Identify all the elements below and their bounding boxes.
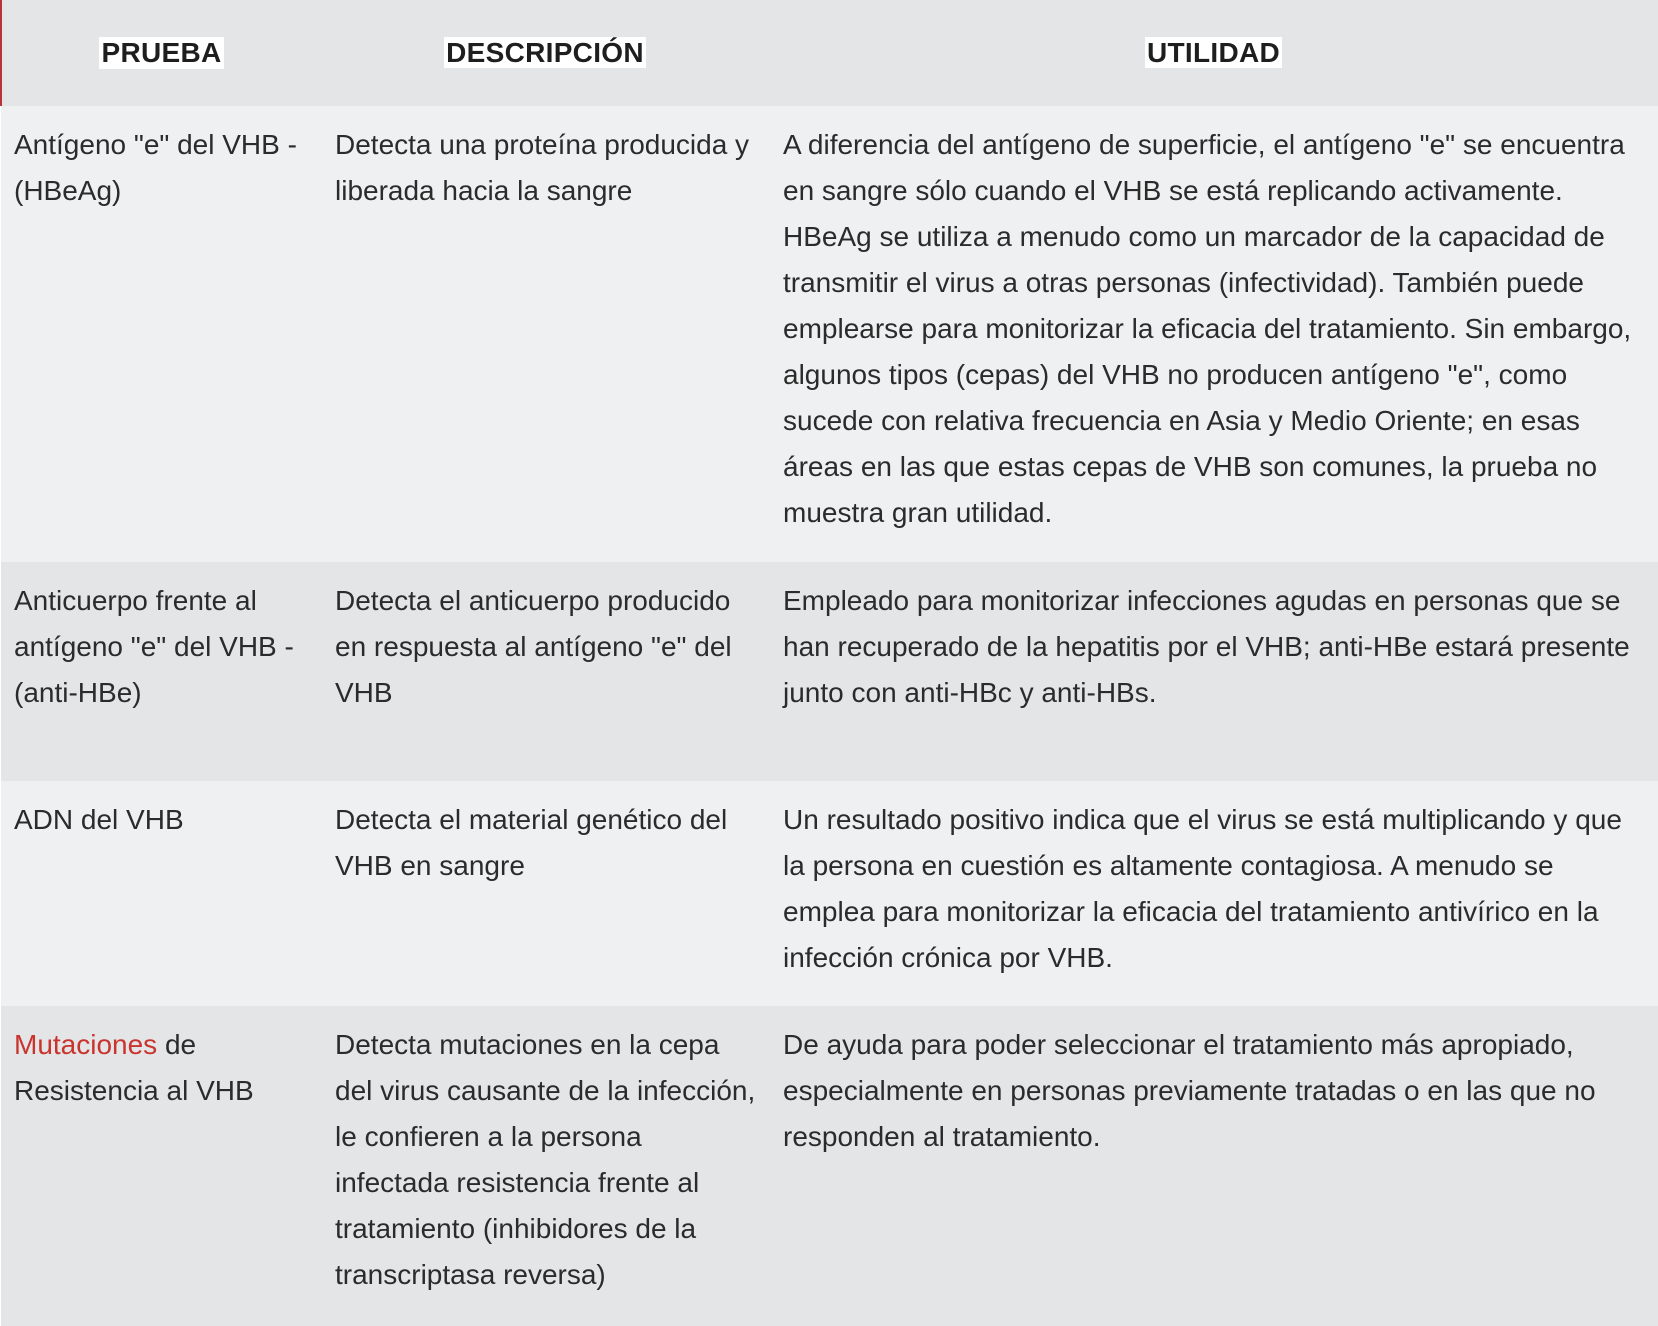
table-row (1, 106, 1658, 562)
header-utility (769, 0, 1658, 106)
cell-utility: De ayuda para poder seleccionar el tratamiento más apropiado, especialmente en personas previamente tratadas o en las que no responden al tratamiento. (783, 1029, 1596, 1152)
cell-test (1, 1006, 321, 1326)
cell-description: Detecta una proteína producida y liberada hacia la sangre (335, 129, 750, 206)
table-row (1, 1006, 1658, 1326)
table-header (1, 0, 1658, 106)
cell-description: Detecta el anticuerpo producido en respuesta al antígeno "e" del VHB (335, 585, 732, 708)
cell-description: Detecta el material genético del VHB en sangre (335, 804, 728, 881)
header-test (1, 0, 321, 106)
header-row (1, 0, 1658, 106)
header-utility-label: UTILIDAD (1146, 37, 1281, 68)
table-row (1, 562, 1658, 781)
cell-utility: Empleado para monitorizar infecciones agudas en personas que se han recuperado de la hepatitis por el VHB; anti-HBe estará presente junto con anti-HBc y anti-HBs. (783, 585, 1630, 708)
cell-utility: A diferencia del antígeno de superficie, el antígeno "e" se encuentra en sangre sólo cuando el VHB se está replicando activamente. HBeAg se utiliza a menudo como un marcador de la capacidad de transmitir el virus a otras personas (infectividad). También puede emplearse para monitorizar la eficacia del tratamiento. Sin embargo, algunos tipos (cepas) del VHB no producen antígeno "e", como sucede con relativa frecuencia en Asia y Medio Oriente; en esas áreas en las que estas cepas de VHB son comunes, la prueba no muestra gran utilidad. (783, 129, 1632, 528)
table-body (1, 106, 1658, 1326)
header-description-label: DESCRIPCIÓN (446, 37, 644, 68)
cell-test-text: de Resistencia al VHB (14, 1029, 254, 1106)
mutaciones-link[interactable]: Mutaciones (14, 1029, 158, 1060)
header-description (321, 0, 769, 106)
cell-description: Detecta mutaciones en la cepa del virus causante de la infección, le confieren a la persona infectada resistencia frente al tratamiento (inhibidores de la transcriptasa reversa) (335, 1029, 756, 1290)
cell-utility: Un resultado positivo indica que el virus se está multiplicando y que la persona en cuestión es altamente contagiosa. A menudo se emplea para monitorizar la eficacia del tratamiento antivírico en la infección crónica por VHB. (783, 804, 1622, 973)
cell-test: Antígeno "e" del VHB - (HBeAg) (14, 129, 297, 206)
header-test-label: PRUEBA (101, 37, 222, 68)
cell-test: ADN del VHB (14, 804, 184, 835)
table-row (1, 781, 1658, 1006)
cell-test: Anticuerpo frente al antígeno "e" del VHB - (anti-HBe) (14, 585, 294, 708)
